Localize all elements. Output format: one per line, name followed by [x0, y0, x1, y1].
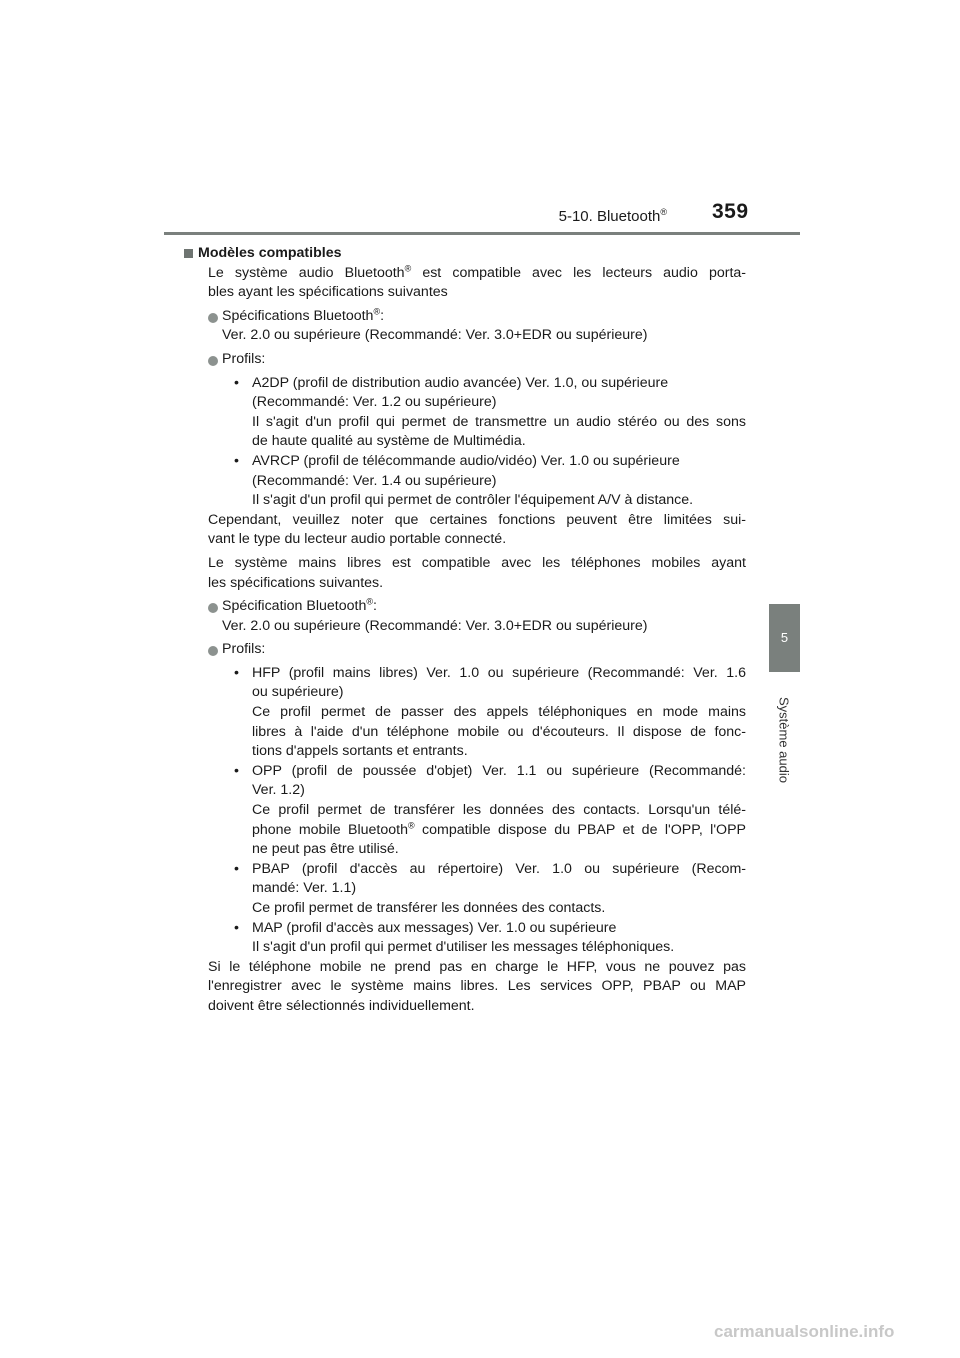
circle-bullet-icon	[208, 646, 218, 656]
chapter-tab: 5	[769, 604, 800, 672]
handsfree-paragraph: Le système mains libres est compatible avec les téléphones mobiles ayant les spécifications suivantes.	[208, 554, 746, 591]
profiles-bullet-2: Profils:	[208, 640, 746, 660]
spec-bullet-2: Spécification Bluetooth®: Ver. 2.0 ou supérieure (Recommandé: Ver. 3.0+EDR ou supérieure)	[208, 597, 746, 636]
square-bullet-icon	[184, 249, 193, 258]
spec-bullet-1: Spécifications Bluetooth®: Ver. 2.0 ou supérieure (Recommandé: Ver. 3.0+EDR ou supérieure)	[208, 307, 746, 346]
profile-avrcp: • AVRCP (profil de télécommande audio/vidéo) Ver. 1.0 ou supérieure (Recommandé: Ver. 1.4 ou supérieure) Il s'agit d'un profil qui permet de contrôler l'équipement A/V à distance.	[234, 452, 694, 509]
circle-bullet-icon	[208, 313, 218, 323]
note-paragraph: Cependant, veuillez noter que certaines fonctions peuvent être limitées sui- vant le type du lecteur audio portable connecté.	[208, 511, 746, 548]
section-heading: Modèles compatibles	[184, 244, 746, 264]
page-header	[0, 0, 960, 236]
intro-paragraph: Le système audio Bluetooth® est compatible avec les lecteurs audio porta- bles ayant les spécifications suivantes	[208, 262, 747, 301]
profile-pbap: • PBAP (profil d'accès au répertoire) Ver. 1.0 ou supérieure (Recom- mandé: Ver. 1.1) Ce profil permet de transférer les données des contacts.	[234, 860, 746, 916]
circle-bullet-icon	[208, 603, 218, 613]
profile-map: • MAP (profil d'accès aux messages) Ver. 1.0 ou supérieure Il s'agit d'un profil qui permet d'utiliser les messages téléphoniques.	[234, 919, 675, 956]
registered-mark: ®	[660, 207, 667, 217]
profile-a2dp: • A2DP (profil de distribution audio avancée) Ver. 1.0, ou supérieure (Recommandé: Ver. 1.2 ou supérieure) Il s'agit d'un profil qui permet de transmettre un audio stéréo ou des sons de haute qualité au système de Multimédia.	[234, 374, 746, 450]
profiles-bullet-1: Profils:	[208, 350, 746, 370]
chapter-label: Système audio	[776, 697, 792, 783]
circle-bullet-icon	[208, 356, 218, 366]
profile-opp: • OPP (profil de poussée d'objet) Ver. 1.1 ou supérieure (Recommandé: Ver. 1.2) Ce profil permet de transférer les données des contacts. Lorsqu'un télé- phone mobile Bluetooth® compatible dispose du PBAP et de l'OPP, l'OPP ne peut pas être utilisé.	[234, 762, 746, 858]
section-title: 5-10. Bluetooth®	[558, 207, 667, 225]
final-paragraph: Si le téléphone mobile ne prend pas en charge le HFP, vous ne pouvez pas l'enregistrer avec le système mains libres. Les services OPP, PBAP ou MAP doivent être sélectionnés individuellement.	[208, 958, 746, 1014]
profile-hfp: • HFP (profil mains libres) Ver. 1.0 ou supérieure (Recommandé: Ver. 1.6 ou supérieure) Ce profil permet de passer des appels téléphoniques en mode mains libres à l'aide d'un téléphone mobile ou d'écouteurs. Il dispose de fonc- tions d'appels sortants et entrants.	[234, 664, 746, 760]
page-body	[198, 244, 747, 1017]
header-rule	[164, 232, 800, 235]
watermark: carmanualsonline.info	[714, 1322, 895, 1341]
page-number: 359	[712, 200, 749, 223]
